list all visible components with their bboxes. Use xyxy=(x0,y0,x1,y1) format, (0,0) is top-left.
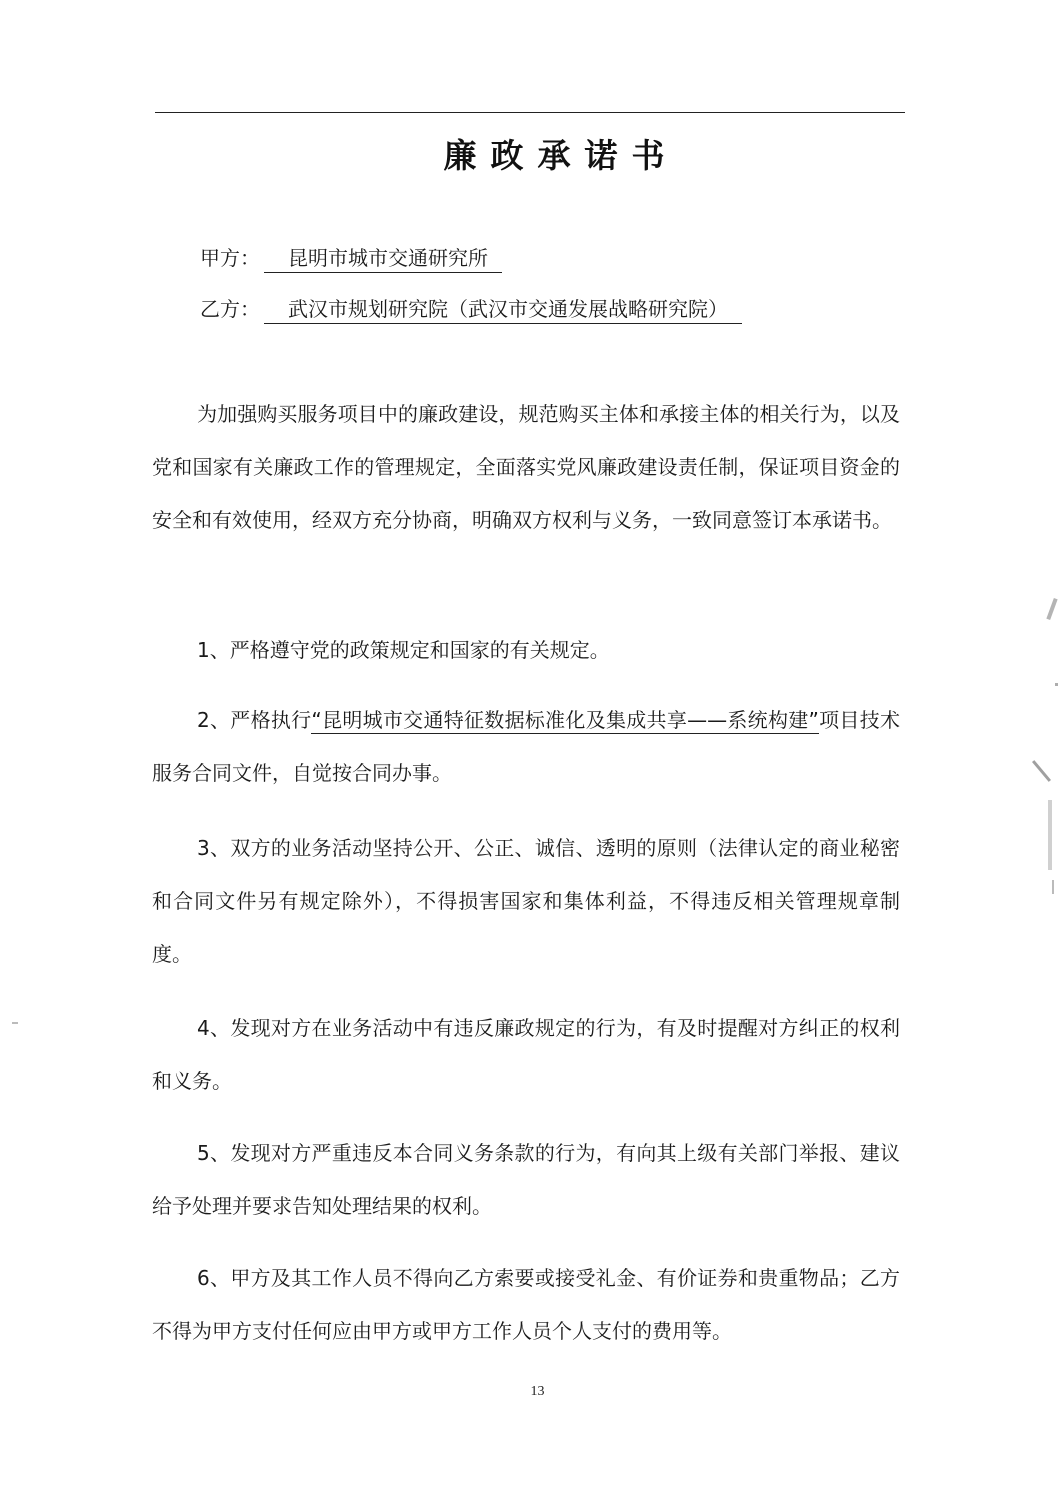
clause-3-text: 3、双方的业务活动坚持公开、公正、诚信、透明的原则（法律认定的商业秘密和合同文件另有规定除外），不得损害国家和集体利益，不得违反相关管理规章制度。 xyxy=(152,836,900,966)
clause-6 xyxy=(152,1252,900,1358)
clause-1 xyxy=(152,624,900,677)
clause-3 xyxy=(152,822,900,981)
intro-paragraph xyxy=(152,388,900,547)
party-b xyxy=(200,294,742,324)
page-number: 13 xyxy=(530,1384,545,1399)
scan-mark xyxy=(1048,800,1052,870)
clause-6-text: 6、甲方及其工作人员不得向乙方索要或接受礼金、有价证券和贵重物品；乙方不得为甲方支付任何应由甲方或甲方工作人员个人支付的费用等。 xyxy=(152,1266,900,1343)
clause-1-text: 1、严格遵守党的政策规定和国家的有关规定。 xyxy=(197,638,610,662)
party-b-label: 乙方： xyxy=(200,297,260,321)
party-b-value: 武汉市规划研究院（武汉市交通发展战略研究院） xyxy=(264,295,742,324)
header-rule xyxy=(155,112,905,113)
scan-mark xyxy=(1032,760,1051,782)
clause-4 xyxy=(152,1002,900,1108)
party-a-label: 甲方： xyxy=(200,246,260,270)
scan-mark xyxy=(1046,598,1057,620)
scan-mark xyxy=(12,1022,18,1024)
scan-mark xyxy=(1052,880,1054,894)
document-title: 廉政承诺书 xyxy=(443,136,679,175)
party-a-value: 昆明市城市交通研究所 xyxy=(264,244,502,273)
intro-text: 为加强购买服务项目中的廉政建设，规范购买主体和承接主体的相关行为，以及党和国家有关廉政工作的管理规定，全面落实党风廉政建设责任制，保证项目资金的安全和有效使用，经双方充分协商，明确双方权利与义务，一致同意签订本承诺书。 xyxy=(152,402,900,532)
clause-2-suffix: 项目技术服务合同文件，自觉按合同办事。 xyxy=(152,708,900,785)
scan-mark xyxy=(1055,683,1058,686)
clause-5-text: 5、发现对方严重违反本合同义务条款的行为，有向其上级有关部门举报、建议给予处理并要求告知处理结果的权利。 xyxy=(152,1141,900,1218)
clause-5 xyxy=(152,1127,900,1233)
clause-2-prefix: 2、严格执行 xyxy=(197,708,312,732)
clause-2-project-name: “昆明城市交通特征数据标准化及集成共享——系统构建” xyxy=(311,708,819,732)
clause-2 xyxy=(152,694,900,800)
party-a xyxy=(200,243,502,273)
clause-4-text: 4、发现对方在业务活动中有违反廉政规定的行为，有及时提醒对方纠正的权利和义务。 xyxy=(152,1016,900,1093)
